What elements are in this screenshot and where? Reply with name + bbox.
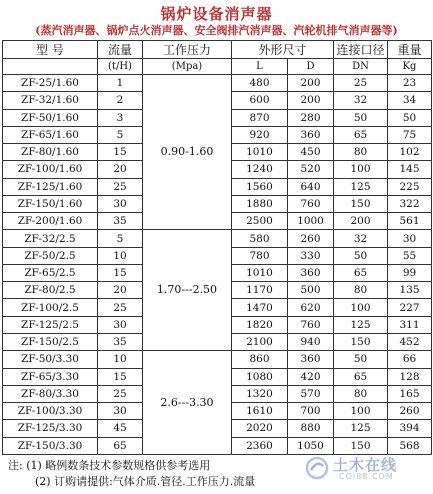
cell-diameter: 360: [288, 264, 334, 281]
cell-length: 580: [232, 230, 288, 247]
cell-diameter: 640: [288, 178, 334, 195]
cell-model: ZF-25/1.60: [3, 75, 98, 92]
cell-flow: 2: [98, 92, 143, 109]
cell-flow: 3: [98, 109, 143, 126]
cell-weight: 311: [388, 316, 432, 333]
cell-weight: 102: [388, 144, 432, 161]
cell-weight: 225: [388, 178, 432, 195]
cell-diameter: 420: [288, 368, 334, 385]
cell-model: ZF-200/1.60: [3, 213, 98, 230]
cell-diameter: 880: [288, 420, 334, 437]
cell-flow: 30: [98, 195, 143, 212]
cell-flow: 35: [98, 333, 143, 350]
cell-weight: 452: [388, 333, 432, 350]
cell-weight: 322: [388, 195, 432, 212]
cell-weight: 135: [388, 282, 432, 299]
cell-flow: 15: [98, 144, 143, 161]
cell-diameter: 450: [288, 144, 334, 161]
cell-dn: 80: [334, 144, 388, 161]
cell-dn: 25: [334, 75, 388, 92]
cell-length: 1010: [232, 144, 288, 161]
table-row: [3, 75, 432, 92]
cell-dn: 100: [334, 403, 388, 420]
cell-weight: 394: [388, 420, 432, 437]
cell-dn: 125: [334, 420, 388, 437]
cell-weight: 227: [388, 299, 432, 316]
cell-dn: 65: [334, 368, 388, 385]
unit-length: L: [232, 59, 288, 75]
unit-model: [3, 59, 98, 75]
cell-model: ZF-100/3.30: [3, 403, 98, 420]
table-row: [3, 230, 432, 247]
cell-flow: 25: [98, 299, 143, 316]
page-title: 锅炉设备消声器: [160, 5, 273, 23]
cell-weight: 30: [388, 230, 432, 247]
cell-weight: 145: [388, 161, 432, 178]
cell-weight: 34: [388, 92, 432, 109]
cell-flow: 15: [98, 264, 143, 281]
cell-flow: 25: [98, 178, 143, 195]
cell-weight: 99: [388, 264, 432, 281]
cell-length: 1080: [232, 368, 288, 385]
cell-diameter: 260: [288, 230, 334, 247]
cell-weight: 50: [388, 109, 432, 126]
unit-pressure: (Mpa): [143, 59, 232, 75]
cell-length: 1010: [232, 264, 288, 281]
cell-dn: 80: [334, 282, 388, 299]
spec-table-body: [3, 75, 432, 455]
cell-model: ZF-100/1.60: [3, 161, 98, 178]
cell-model: ZF-65/3.30: [3, 368, 98, 385]
table-row: [3, 351, 432, 368]
cell-diameter: 200: [288, 75, 334, 92]
cell-diameter: 570: [288, 385, 334, 402]
cell-length: 1610: [232, 403, 288, 420]
cell-dn: 125: [334, 178, 388, 195]
cell-weight: 66: [388, 351, 432, 368]
cell-model: ZF-125/2.5: [3, 316, 98, 333]
cell-flow: 5: [98, 230, 143, 247]
watermark-text: 土木在线: [333, 456, 398, 474]
page-subtitle: (蒸汽消声器、锅炉点火消声器、安全阀排汽消声器、汽轮机排气消声器等): [35, 24, 398, 37]
cell-model: ZF-65/1.60: [3, 126, 98, 143]
cell-model: ZF-65/2.5: [3, 264, 98, 281]
cell-length: 1470: [232, 299, 288, 316]
cell-flow: 1: [98, 75, 143, 92]
note-1: 注: (1) 略例数条技术参数规格供参考选用: [8, 459, 211, 472]
cell-flow: 30: [98, 316, 143, 333]
cell-dn: 50: [334, 109, 388, 126]
cell-model: ZF-50/2.5: [3, 247, 98, 264]
cell-weight: 561: [388, 213, 432, 230]
cell-length: 1880: [232, 195, 288, 212]
cell-flow: 65: [98, 437, 143, 454]
cell-diameter: 1050: [288, 437, 334, 454]
cell-dn: 125: [334, 316, 388, 333]
cell-length: 870: [232, 109, 288, 126]
cell-dn: 50: [334, 247, 388, 264]
cell-model: ZF-50/3.30: [3, 351, 98, 368]
cell-diameter: 330: [288, 247, 334, 264]
cell-flow: 20: [98, 282, 143, 299]
cell-diameter: 940: [288, 333, 334, 350]
cell-weight: 23: [388, 75, 432, 92]
spec-table: [2, 40, 432, 455]
cell-model: ZF-32/1.60: [3, 92, 98, 109]
cell-weight: 128: [388, 368, 432, 385]
cell-length: 1820: [232, 316, 288, 333]
cell-length: 920: [232, 126, 288, 143]
cell-diameter: 760: [288, 195, 334, 212]
cell-model: ZF-80/3.30: [3, 385, 98, 402]
cell-flow: 20: [98, 161, 143, 178]
cell-dn: 150: [334, 437, 388, 454]
cell-dn: 150: [334, 333, 388, 350]
cell-model: ZF-125/3.30: [3, 420, 98, 437]
cell-weight: 165: [388, 385, 432, 402]
cell-diameter: 520: [288, 161, 334, 178]
cell-flow: 25: [98, 385, 143, 402]
cell-length: 780: [232, 247, 288, 264]
cell-pressure-range: 0.90-1.60: [143, 75, 232, 230]
cell-model: ZF-100/2.5: [3, 299, 98, 316]
cell-weight: 568: [388, 437, 432, 454]
cell-dn: 65: [334, 126, 388, 143]
unit-flow: (t/H): [98, 59, 143, 75]
unit-weight: Kg: [388, 59, 432, 75]
unit-diameter: D: [288, 59, 334, 75]
cell-diameter: 620: [288, 299, 334, 316]
watermark-subtext: COI88.COM: [339, 472, 394, 481]
cell-model: ZF-50/1.60: [3, 109, 98, 126]
cell-dn: 65: [334, 264, 388, 281]
cell-diameter: 360: [288, 351, 334, 368]
note-2: (2) 订购请提供:气体介质.管径.工作压力.流量: [35, 475, 256, 488]
cell-length: 2360: [232, 437, 288, 454]
cell-model: ZF-150/3.30: [3, 437, 98, 454]
cell-dn: 150: [334, 195, 388, 212]
cell-length: 2500: [232, 213, 288, 230]
cell-weight: 260: [388, 403, 432, 420]
cell-dn: 50: [334, 351, 388, 368]
cell-dn: 32: [334, 230, 388, 247]
unit-dn: DN: [334, 59, 388, 75]
cell-model: ZF-125/1.60: [3, 178, 98, 195]
cell-flow: 5: [98, 126, 143, 143]
cell-flow: 35: [98, 213, 143, 230]
cell-dn: 100: [334, 299, 388, 316]
cell-flow: 10: [98, 351, 143, 368]
cell-diameter: 700: [288, 403, 334, 420]
cell-diameter: 500: [288, 282, 334, 299]
cell-length: 1170: [232, 282, 288, 299]
cell-diameter: 200: [288, 92, 334, 109]
cell-length: 860: [232, 351, 288, 368]
cell-diameter: 360: [288, 126, 334, 143]
cell-dn: 200: [334, 213, 388, 230]
header-model: 型 号: [3, 41, 98, 59]
cell-length: 1240: [232, 161, 288, 178]
cell-weight: 75: [388, 126, 432, 143]
cell-flow: 15: [98, 368, 143, 385]
cell-dn: 32: [334, 92, 388, 109]
cell-weight: 55: [388, 247, 432, 264]
cell-length: 1320: [232, 385, 288, 402]
cell-length: 480: [232, 75, 288, 92]
cell-diameter: 760: [288, 316, 334, 333]
watermark-logo-icon: [305, 456, 329, 480]
cell-pressure-range: 1.70---2.50: [143, 230, 232, 351]
notes: [8, 458, 255, 490]
cell-diameter: 280: [288, 109, 334, 126]
cell-model: ZF-80/2.5: [3, 282, 98, 299]
header-dimensions: 外形尺寸: [232, 41, 334, 59]
header-weight: 重量: [388, 41, 432, 59]
cell-diameter: 1000: [288, 213, 334, 230]
cell-dn: 100: [334, 161, 388, 178]
cell-length: 600: [232, 92, 288, 109]
cell-dn: 80: [334, 385, 388, 402]
header-connection: 连接口径: [334, 41, 388, 59]
header-flow: 流量: [98, 41, 143, 59]
cell-flow: 45: [98, 420, 143, 437]
cell-model: ZF-32/2.5: [3, 230, 98, 247]
watermark: [305, 454, 425, 484]
cell-model: ZF-80/1.60: [3, 144, 98, 161]
cell-flow: 10: [98, 247, 143, 264]
cell-length: 1560: [232, 178, 288, 195]
cell-flow: 30: [98, 403, 143, 420]
cell-length: 2020: [232, 420, 288, 437]
cell-model: ZF-150/2.5: [3, 333, 98, 350]
cell-length: 2100: [232, 333, 288, 350]
cell-pressure-range: 2.6---3.30: [143, 351, 232, 455]
cell-model: ZF-150/1.60: [3, 195, 98, 212]
header-pressure: 工作压力: [143, 41, 232, 59]
